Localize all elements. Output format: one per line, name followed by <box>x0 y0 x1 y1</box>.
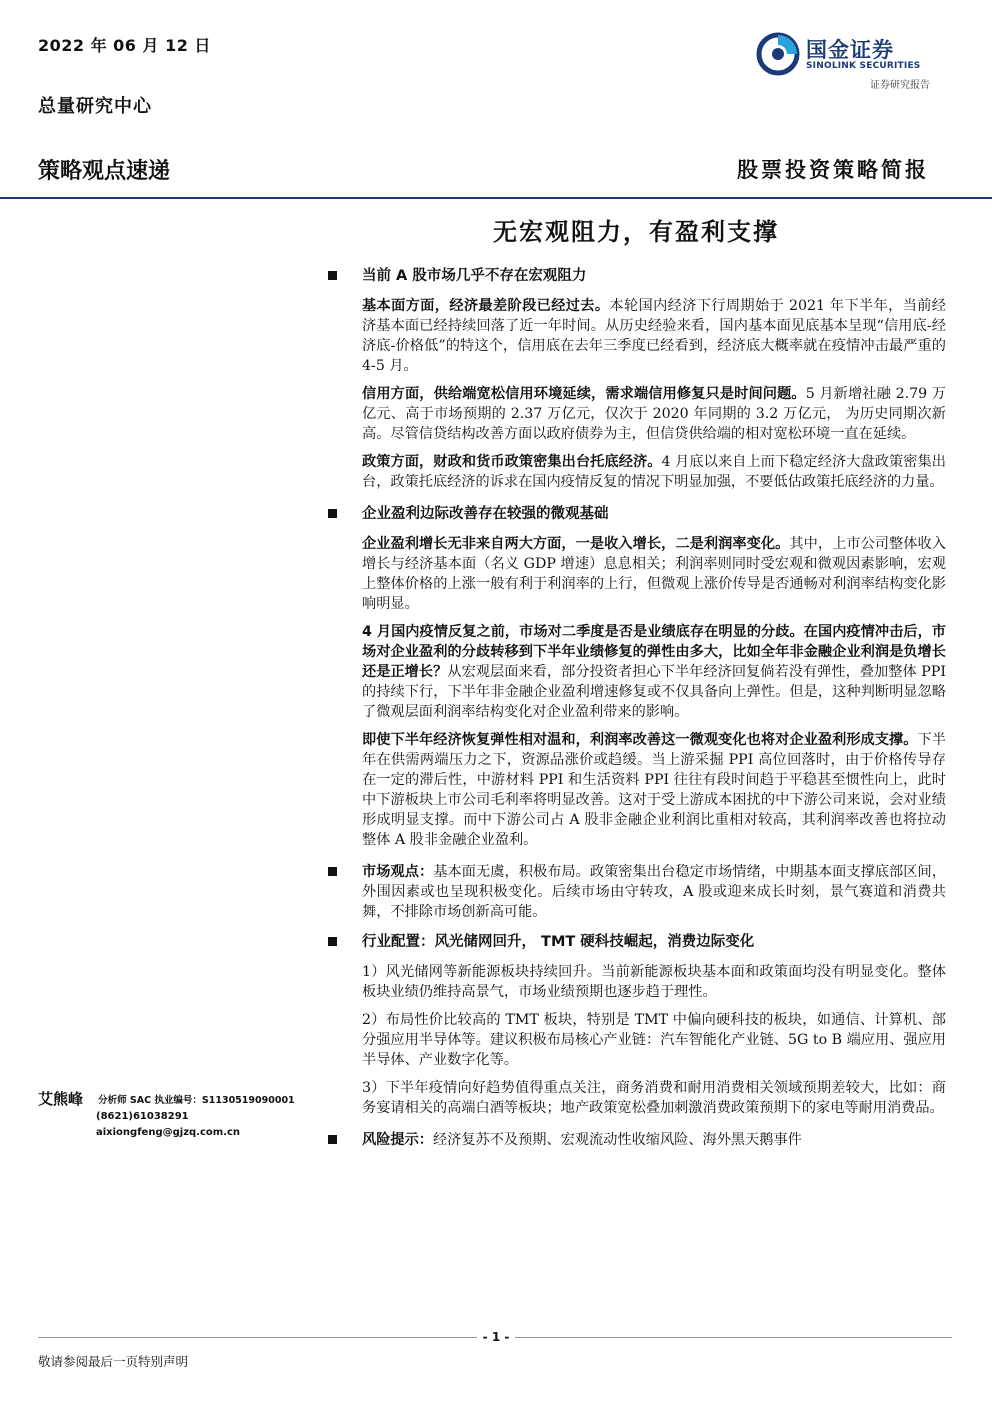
paragraph-text: 4 月底以来自上而下稳定经济大盘政策密集出台，政策托底经济的诉求在国内疫情反复的情况下明显加强，不要低估政策托底经济的力量。 <box>362 454 946 490</box>
paragraph-lead: 基本面方面，经济最差阶段已经过去。 <box>362 298 610 314</box>
paragraph-text: 3）下半年疫情向好趋势值得重点关注，商务消费和耐用消费相关领域预期差较大，比如：商务宴请相关的高端白酒等板块；地产政策宽松叠加刺激消费政策预期下的家电等耐用消费品。 <box>362 1080 946 1116</box>
paragraph-lead: 信用方面，供给端宽松信用环境延续，需求端信用修复只是时间问题。 <box>362 386 806 402</box>
analyst-name: 艾熊峰 <box>38 1090 84 1108</box>
paragraph <box>362 1010 946 1070</box>
section-heading-text: 行业配置：风光储网回升， TMT 硬科技崛起，消费边际变化 <box>362 934 755 950</box>
paragraph-text: 从宏观层面来看，部分投资者担心下半年经济回复倘若没有弹性，叠加整体 PPI 的持续下行，下半年非金融企业盈利增速修复或不仅具备向上弹性。但是，这种判断明显忽略了微观层面利润率结构变化对企业盈利带来的影响。 <box>362 664 946 720</box>
analyst-certificate: 分析师 SAC 执业编号：S1130519090001 <box>98 1094 295 1106</box>
report-series: 策略观点速递 <box>38 159 171 184</box>
paragraph-text: 本轮国内经济下行周期始于 2021 年下半年，当前经济基本面已经持续回落了近一年时间。从历史经验来看，国内基本面见底基本呈现“信用底-经济底-价格低”的特这个，信用底在去年三季度已经看到，经济底大概率就在疫情冲击最严重的 4-5 月。 <box>362 298 946 374</box>
market-view-paragraph <box>362 862 946 922</box>
page-number <box>0 1330 992 1344</box>
sinolink-logo-icon <box>756 32 800 76</box>
report-type: 股票投资策略简报 <box>737 157 929 182</box>
section-heading-text: 当前 A 股市场几乎不存在宏观阻力 <box>362 268 587 284</box>
paragraph <box>362 1078 946 1118</box>
department-name: 总量研究中心 <box>38 96 152 117</box>
section-heading <box>326 1130 946 1150</box>
paragraph <box>362 962 946 1002</box>
paragraph-text: 基本面无虞，积极布局。政策密集出台稳定市场情绪，中期基本面支撑底部区间，外围因素或也呈现积极变化。后续市场由守转攻，A 股或迎来成长时刻，景气赛道和消费共舞，不排除市场创新高可能。 <box>362 864 946 920</box>
paragraph <box>362 622 946 722</box>
analyst-info <box>38 1088 318 1141</box>
paragraph <box>362 730 946 850</box>
section-heading <box>326 932 946 952</box>
paragraph-text: 2）布局性价比较高的 TMT 板块，特别是 TMT 中偏向硬科技的板块，如通信、计算机、部分强应用半导体等。建议积极布局核心产业链：汽车智能化产业链、5G to B 端应用、强应用半导体、产业数字化等。 <box>362 1012 946 1068</box>
bullet-square-icon <box>328 271 337 280</box>
section-heading <box>326 504 946 524</box>
bullet-square-icon <box>328 509 337 518</box>
logo-english-name: SINOLINK SECURITIES <box>806 61 921 71</box>
logo-subtitle: 证券研究报告 <box>870 80 930 91</box>
analyst-phone: (8621)61038291 <box>96 1111 189 1122</box>
paragraph-text: 下半年在供需两端压力之下，资源品涨价或趋缓。当上游采掘 PPI 高位回落时，由于价格传导存在一定的滞后性，中游材料 PPI 和生活资料 PPI 往往有段时间趋于平稳甚至惯性向上，此时中下游板块上市公司毛利率将明显改善。这对于受上游成本困扰的中下游公司来说，会对业绩形成明显支撑。而中下游公司占 A 股非金融企业利润比重相对较高，其利润率改善也将拉动整体 A 股非金融企业盈利。 <box>362 732 946 848</box>
paragraph-text: 其中，上市公司整体收入增长与经济基本面（名义 GDP 增速）息息相关；利润率则同时受宏观和微观因素影响，宏观上整体价格的上涨一般有利于利润率的上行，但微观上涨价传导是否通畅对利润率结构变化影响明显。 <box>362 536 946 612</box>
bullet-square-icon <box>328 937 337 946</box>
report-title: 无宏观阻力，有盈利支撑 <box>493 217 779 246</box>
paragraph-lead: 4 月国内疫情反复之前，市场对二季度是否是业绩底存在明显的分歧。在国内疫情冲击后，市场对企业盈利的分歧转移到下半年业绩修复的弹性由多大，比如全年非金融企业利润是负增长还是正增长？ <box>362 624 946 680</box>
analyst-email[interactable]: aixiongfeng@gjzq.com.cn <box>96 1127 241 1138</box>
paragraph-text: 5 月新增社融 2.79 万亿元、高于市场预期的 2.37 万亿元，仅次于 2020 年同期的 3.2 万亿元， 为历史同期次新高。尽管信贷结构改善方面以政府债券为主，但信贷供给端的相对宽松环境一直在延续。 <box>362 386 946 442</box>
bullet-square-icon <box>328 1135 337 1144</box>
section-heading <box>326 266 946 286</box>
header-divider <box>0 197 992 199</box>
paragraph <box>362 296 946 376</box>
section-heading <box>326 862 946 922</box>
logo-chinese-name: 国金证券 <box>806 38 894 62</box>
paragraph <box>362 452 946 492</box>
page-number-text: - 1 - <box>477 1330 516 1344</box>
paragraph <box>362 384 946 444</box>
section-heading-text: 市场观点： <box>362 864 434 880</box>
paragraph-lead: 企业盈利增长无非来自两大方面，一是收入增长，二是利润率变化。 <box>362 536 790 552</box>
paragraph-text: 1）风光储网等新能源板块持续回升。当前新能源板块基本面和政策面均没有明显变化。整体板块业绩仍维持高景气，市场业绩预期也逐步趋于理性。 <box>362 964 946 1000</box>
report-body <box>326 266 946 1160</box>
paragraph-text: 经济复苏不及预期、宏观流动性收缩风险、海外黑天鹅事件 <box>432 1132 802 1148</box>
section-heading-text: 风险提示： <box>362 1132 433 1148</box>
section-heading-text: 企业盈利边际改善存在较强的微观基础 <box>362 506 609 522</box>
risk-paragraph <box>362 1130 946 1150</box>
report-date: 2022 年 06 月 12 日 <box>38 36 211 55</box>
bullet-square-icon <box>328 867 337 876</box>
paragraph-lead: 即使下半年经济恢复弹性相对温和，利润率改善这一微观变化也将对企业盈利形成支撑。 <box>362 732 918 748</box>
paragraph <box>362 534 946 614</box>
paragraph-lead: 政策方面，财政和货币政策密集出台托底经济。 <box>362 454 662 470</box>
footer-disclaimer: 敬请参阅最后一页特别声明 <box>38 1354 189 1369</box>
